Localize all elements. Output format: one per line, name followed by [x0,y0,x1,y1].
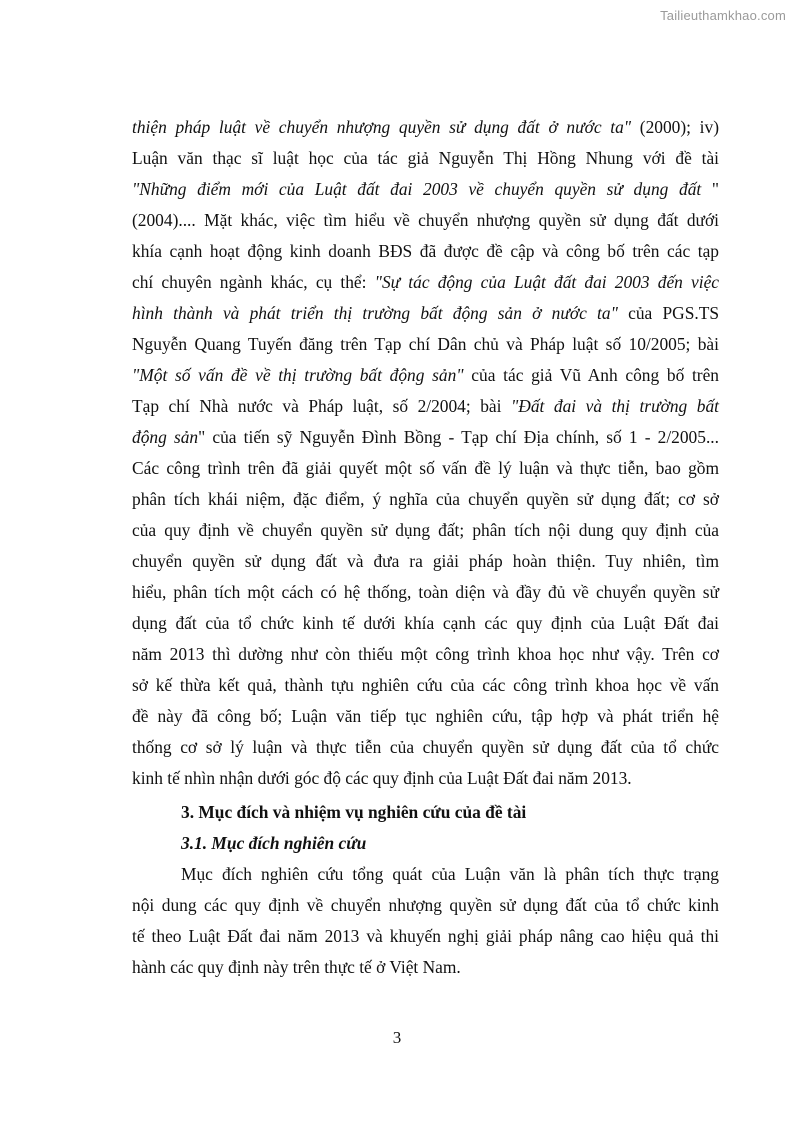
watermark-text: Tailieuthamkhao.com [660,8,786,23]
text-line: hiểu, phân tích một cách có hệ thống, toàn diện và đầy đủ về chuyển quyền sử [132,582,719,602]
text-line: tế theo Luật Đất đai năm 2013 và khuyến nghị giải pháp nâng cao hiệu quả thi [132,926,719,946]
text-line: hành các quy định này trên thực tế ở Việt Nam. [132,957,461,977]
subsection-heading: 3.1. Mục đích nghiên cứu [181,833,367,853]
text-line: phân tích khái niệm, đặc điểm, ý nghĩa của chuyển quyền sử dụng đất; cơ sở [132,489,719,509]
section-heading: 3. Mục đích và nhiệm vụ nghiên cứu của đề tài [181,802,527,822]
text-line: chí chuyên ngành khác, cụ thể: "Sự tác động của Luật đất đai 2003 đến việc [132,272,720,292]
text-line: thống cơ sở lý luận và thực tiễn của chuyển quyền sử dụng đất của tổ chức [132,737,719,757]
text-line: (2004).... Mặt khác, việc tìm hiểu về chuyển nhượng quyền sử dụng đất dưới [132,210,719,230]
text-line: chuyển quyền sử dụng đất và đưa ra giải pháp hoàn thiện. Tuy nhiên, tìm [132,551,719,571]
text-line: sở kế thừa kết quả, thành tựu nghiên cứu của các công trình khoa học về vấn [132,675,719,695]
text-line: kinh tế nhìn nhận dưới góc độ các quy định của Luật Đất đai năm 2013. [132,768,632,788]
text-line: của quy định về chuyển quyền sử dụng đất; phân tích nội dung quy định của [132,520,719,540]
text-line: Nguyễn Quang Tuyến đăng trên Tạp chí Dân chủ và Pháp luật số 10/2005; bài [132,334,719,354]
text-line: khía cạnh hoạt động kinh doanh BĐS đã được đề cập và công bố trên các tạp [132,241,719,261]
text-line: Luận văn thạc sĩ luật học của tác giả Nguyễn Thị Hồng Nhung với đề tài [132,148,719,168]
text-line: Các công trình trên đã giải quyết một số vấn đề lý luận và thực tiễn, bao gồm [132,458,719,478]
page-number: 3 [392,1028,402,1047]
text-line: Mục đích nghiên cứu tổng quát của Luận văn là phân tích thực trạng [181,864,719,884]
text-line: dụng đất của tổ chức kinh tế dưới khía cạnh các quy định của Luật Đất đai [132,613,719,633]
text-line: Tạp chí Nhà nước và Pháp luật, số 2/2004; bài "Đất đai và thị trường bất [132,396,719,416]
text-line: thiện pháp luật về chuyển nhượng quyền sử dụng đất ở nước ta" (2000); iv) [132,117,719,137]
text-line: "Một số vấn đề về thị trường bất động sản" của tác giả Vũ Anh công bố trên [132,365,720,385]
text-line: đề này đã công bố; Luận văn tiếp tục nghiên cứu, tập hợp và phát triển hệ [132,706,719,726]
text-line: động sản" của tiến sỹ Nguyễn Đình Bồng - Tạp chí Địa chính, số 1 - 2/2005... [132,427,719,447]
text-line: năm 2013 thì dường như còn thiếu một công trình khoa học như vậy. Trên cơ [132,644,719,664]
text-line: hình thành và phát triển thị trường bất động sản ở nước ta" của PGS.TS [132,303,720,323]
text-line: "Những điểm mới của Luật đất đai 2003 về chuyển quyền sử dụng đất " [132,179,719,199]
text-line: nội dung các quy định về chuyển nhượng quyền sử dụng đất của tổ chức kinh [132,895,719,915]
